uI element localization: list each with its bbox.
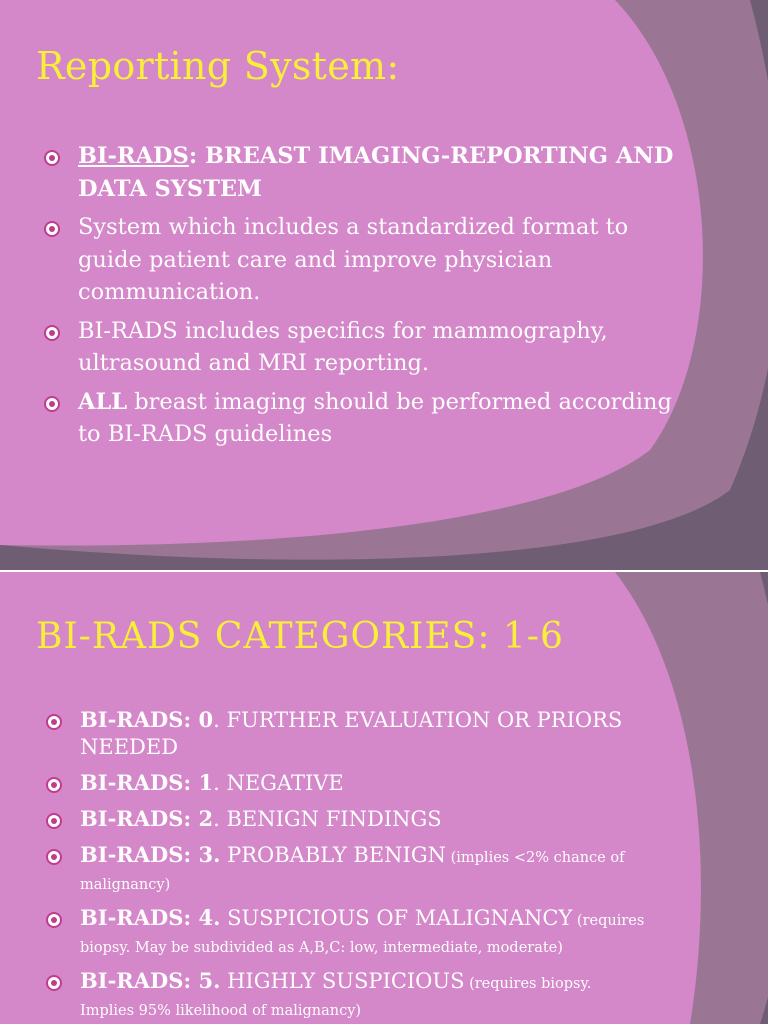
bullet-icon (46, 714, 62, 730)
bullet-birads-specifics: BI-RADS includes specifics for mammography, ultrasound and MRI reporting. (44, 315, 684, 380)
category-item: BI-RADS: 3. PROBABLY BENIGN (implies <2% chance of malignancy) (46, 841, 646, 896)
bullet-icon (46, 975, 62, 991)
bullet-icon (44, 396, 60, 412)
bullet-birads-definition: BI-RADS: BREAST IMAGING-REPORTING AND DATA SYSTEM (44, 140, 684, 205)
category-item: BI-RADS: 0. FURTHER EVALUATION OR PRIORS NEEDED (46, 706, 646, 761)
bullet-system-description: System which includes a standardized format to guide patient care and improve physician communication. (44, 211, 684, 309)
bullet-icon (46, 849, 62, 865)
bullet-all-imaging: ALL breast imaging should be performed according to BI-RADS guidelines (44, 386, 684, 451)
category-item: BI-RADS: 1. NEGATIVE (46, 769, 646, 797)
category-item: BI-RADS: 5. HIGHLY SUSPICIOUS (requires biopsy. Implies 95% likelihood of malignancy) (46, 967, 646, 1022)
bullet-icon (44, 150, 60, 166)
bullet-list (44, 140, 684, 457)
category-list (46, 706, 646, 1024)
bullet-icon (44, 325, 60, 341)
slide-birads-categories (0, 572, 768, 1024)
category-item: BI-RADS: 4. SUSPICIOUS OF MALIGNANCY (requires biopsy. May be subdivided as A,B,C: low, intermediate, moderate) (46, 904, 646, 959)
bullet-icon (46, 912, 62, 928)
bullet-icon (44, 221, 60, 237)
bullet-icon (46, 777, 62, 793)
category-item: BI-RADS: 2. BENIGN FINDINGS (46, 805, 646, 833)
slide-title: BI-RADS CATEGORIES: 1-6 (36, 616, 564, 657)
slide-title: Reporting System: (36, 44, 400, 88)
bullet-icon (46, 813, 62, 829)
